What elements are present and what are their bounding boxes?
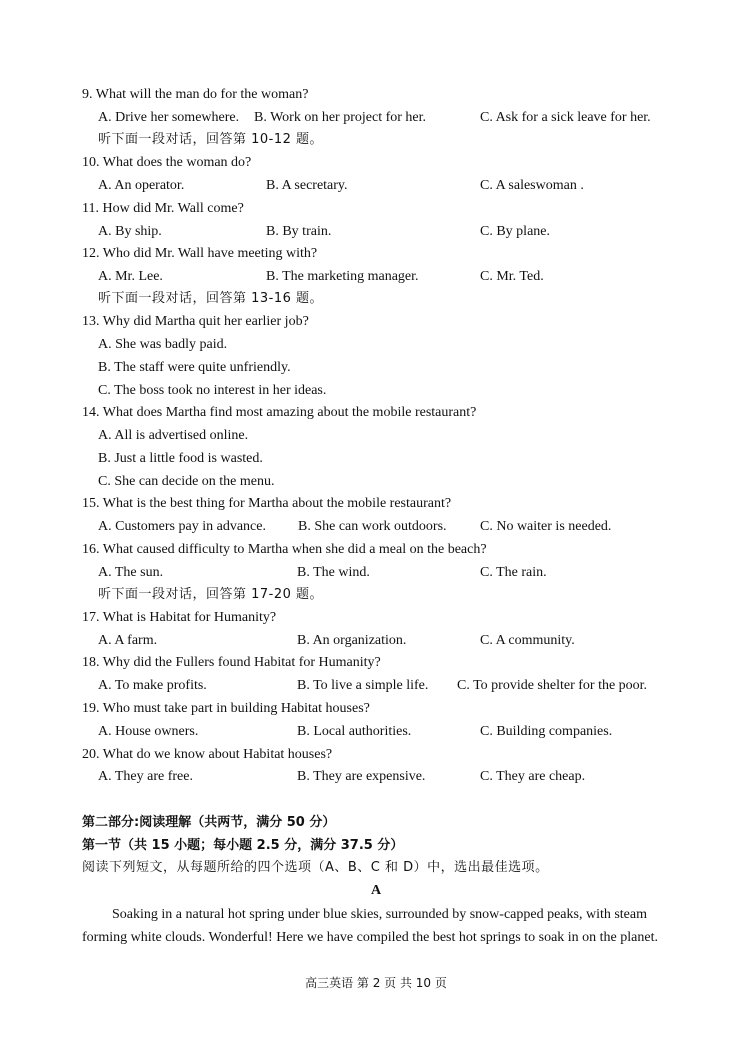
option-row [98, 517, 698, 537]
option-c: C. A community. [480, 633, 575, 648]
question-stem: 20. What do we know about Habitat houses? [82, 747, 333, 762]
option-a: A. Mr. Lee. [98, 269, 163, 284]
option-c: C. The boss took no interest in her ideas. [98, 383, 327, 398]
option-b: B. The marketing manager. [266, 269, 419, 284]
option-b: B. A secretary. [266, 178, 348, 193]
option-row [98, 108, 698, 128]
option-b: B. They are expensive. [297, 769, 426, 784]
option-row [98, 176, 698, 196]
option-b: B. An organization. [297, 633, 407, 648]
option-b: B. Just a little food is wasted. [98, 451, 263, 466]
option-a: A. Drive her somewhere. [98, 110, 240, 125]
section-title: 第一节（共 15 小题；每小题 2.5 分，满分 37.5 分） [82, 838, 404, 853]
option-a: A. To make profits. [98, 678, 207, 693]
reading-directions: 阅读下列短文，从每题所给的四个选项（A、B、C 和 D）中，选出最佳选项。 [82, 860, 549, 875]
option-row [98, 722, 698, 742]
passage-text [82, 903, 672, 949]
listening-instruction: 听下面一段对话，回答第 10-12 题。 [98, 132, 324, 147]
option-c: C. The rain. [480, 565, 547, 580]
question-stem: 11. How did Mr. Wall come? [82, 201, 244, 216]
option-c: C. She can decide on the menu. [98, 474, 275, 489]
option-row [98, 563, 698, 583]
question-stem: 14. What does Martha find most amazing about the mobile restaurant? [82, 405, 477, 420]
listening-instruction: 听下面一段对话，回答第 13-16 题。 [98, 291, 324, 306]
option-row [98, 222, 698, 242]
option-c: C. Mr. Ted. [480, 269, 544, 284]
option-a: A. Customers pay in advance. [98, 519, 266, 534]
question-stem: 19. Who must take part in building Habitat houses? [82, 701, 370, 716]
question-stem: 9. What will the man do for the woman? [82, 87, 309, 102]
question-stem: 17. What is Habitat for Humanity? [82, 610, 277, 625]
option-row [98, 631, 698, 651]
option-a: A. All is advertised online. [98, 428, 249, 443]
question-stem: 18. Why did the Fullers found Habitat for Humanity? [82, 655, 381, 670]
option-c: C. To provide shelter for the poor. [457, 678, 648, 693]
option-c: C. They are cheap. [480, 769, 586, 784]
option-a: A. An operator. [98, 178, 185, 193]
option-a: A. The sun. [98, 565, 164, 580]
option-row [98, 267, 698, 287]
question-stem: 13. Why did Martha quit her earlier job? [82, 314, 309, 329]
part-title: 第二部分:阅读理解（共两节，满分 50 分） [82, 815, 336, 830]
passage-paragraph: Soaking in a natural hot spring under blue skies, surrounded by snow-capped peaks, with steam forming white clouds. Wonderful! Here we have compiled the best hot springs to soak in on the planet. [82, 907, 658, 945]
option-a: A. By ship. [98, 224, 162, 239]
option-b: B. The wind. [297, 565, 370, 580]
option-a: A. They are free. [98, 769, 193, 784]
option-row [98, 676, 698, 696]
option-a: A. House owners. [98, 724, 199, 739]
page-footer: 高三英语 第 2 页 共 10 页 [305, 976, 447, 990]
listening-instruction: 听下面一段对话，回答第 17-20 题。 [98, 587, 324, 602]
option-row [98, 767, 698, 787]
option-c: C. Ask for a sick leave for her. [480, 110, 651, 125]
option-c: C. A saleswoman . [480, 178, 584, 193]
passage-label: A [370, 883, 382, 898]
option-b: B. By train. [266, 224, 332, 239]
question-stem: 12. Who did Mr. Wall have meeting with? [82, 246, 318, 261]
option-b: B. The staff were quite unfriendly. [98, 360, 291, 375]
option-b: B. To live a simple life. [297, 678, 429, 693]
option-b: B. Work on her project for her. [254, 110, 427, 125]
question-stem: 15. What is the best thing for Martha about the mobile restaurant? [82, 496, 452, 511]
option-c: C. By plane. [480, 224, 550, 239]
question-stem: 10. What does the woman do? [82, 155, 252, 170]
question-stem: 16. What caused difficulty to Martha when she did a meal on the beach? [82, 542, 487, 557]
option-c: C. No waiter is needed. [480, 519, 612, 534]
option-b: B. She can work outdoors. [298, 519, 447, 534]
option-c: C. Building companies. [480, 724, 613, 739]
option-a: A. She was badly paid. [98, 337, 228, 352]
option-b: B. Local authorities. [297, 724, 412, 739]
option-a: A. A farm. [98, 633, 158, 648]
